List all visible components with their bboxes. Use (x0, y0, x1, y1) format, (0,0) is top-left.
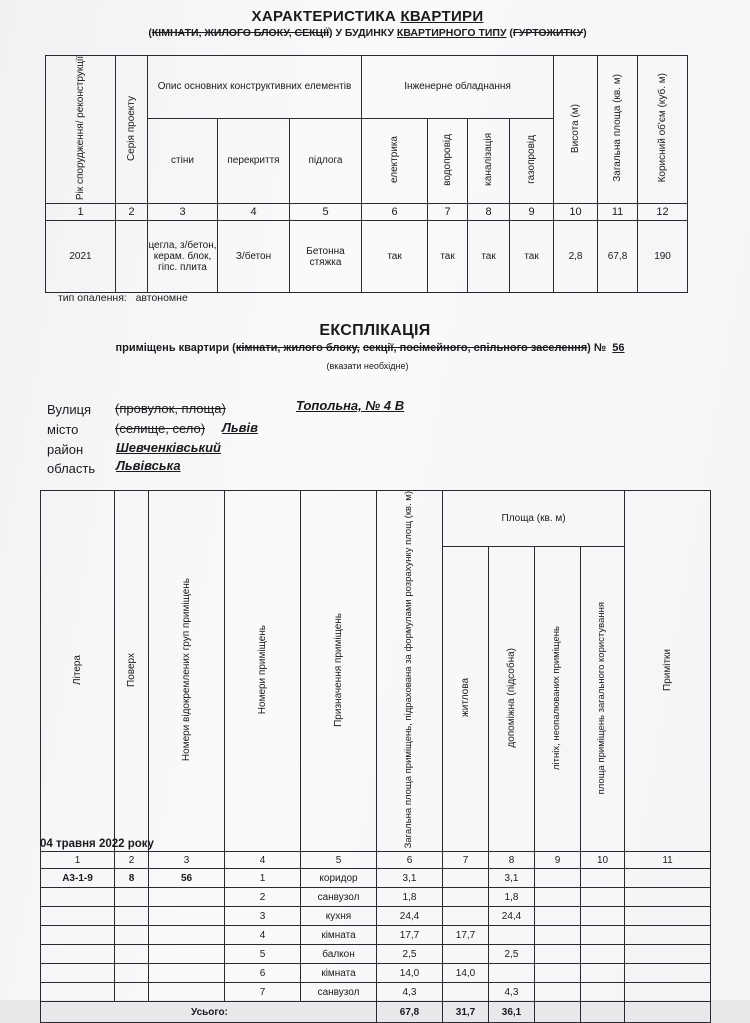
district-label: район (47, 442, 84, 457)
header-total-area: Загальна площа приміщень, підрахована за формулами розрахунку площ (кв. м) (377, 491, 443, 852)
explication-table (40, 490, 711, 1023)
total-row (41, 1002, 711, 1023)
room-notes (625, 945, 711, 964)
street-label: Вулиця (47, 402, 92, 417)
room-aux: 3,1 (489, 869, 535, 888)
walls-value: цегла, з/бетон, керам. блок, гіпс. плита (148, 221, 218, 293)
col-num: 7 (428, 204, 468, 221)
room-common (581, 964, 625, 983)
room-total: 14,0 (377, 964, 443, 983)
total-common (581, 1002, 625, 1023)
header-floors: перекриття (218, 118, 290, 203)
room-number: 4 (225, 926, 301, 945)
total-area: 67,8 (377, 1002, 443, 1023)
col-num: 1 (41, 852, 115, 869)
col-num: 3 (148, 204, 218, 221)
room-living (443, 983, 489, 1002)
room-summer (535, 926, 581, 945)
header-floor-cover: підлога (290, 118, 362, 203)
series-value (116, 221, 148, 293)
header-common: площа приміщень загального користування (581, 546, 625, 851)
room-number: 5 (225, 945, 301, 964)
col-num: 10 (581, 852, 625, 869)
header-aux: допоміжна (підсобна) (489, 546, 535, 851)
room-number: 6 (225, 964, 301, 983)
col-num: 5 (290, 204, 362, 221)
room-notes (625, 869, 711, 888)
room-total: 3,1 (377, 869, 443, 888)
group-value (149, 945, 225, 964)
electric-value: так (362, 221, 428, 293)
room-aux: 4,3 (489, 983, 535, 1002)
group-value: 56 (149, 869, 225, 888)
room-number: 1 (225, 869, 301, 888)
storey-value: 8 (115, 869, 149, 888)
group-value (149, 907, 225, 926)
explication-title: ЕКСПЛІКАЦІЯ (319, 322, 431, 339)
heating-value: автономне (135, 292, 188, 304)
col-num: 1 (46, 204, 116, 221)
header-room-numbers: Номери приміщень (225, 491, 301, 852)
gas-value: так (510, 221, 554, 293)
room-summer (535, 945, 581, 964)
header-groups: Номери відокремлених груп приміщень (149, 491, 225, 852)
col-num: 2 (115, 852, 149, 869)
table-row (41, 945, 711, 964)
col-num: 6 (362, 204, 428, 221)
header-purpose: Призначення приміщень (301, 491, 377, 852)
room-living (443, 869, 489, 888)
col-num: 10 (554, 204, 598, 221)
col-num: 4 (225, 852, 301, 869)
table-row (41, 983, 711, 1002)
street-alt: (провулок, площа) (115, 401, 226, 416)
room-purpose: санвузол (301, 888, 377, 907)
floors-value: З/бетон (218, 221, 290, 293)
litera-value (41, 888, 115, 907)
room-common (581, 888, 625, 907)
col-num: 3 (149, 852, 225, 869)
col-num: 5 (301, 852, 377, 869)
header-storey: Поверх (115, 491, 149, 852)
room-summer (535, 964, 581, 983)
document-date: 04 травня 2022 року (40, 838, 154, 850)
header-summer: літніх, неопалюваних приміщень (535, 546, 581, 851)
litera-value (41, 983, 115, 1002)
area-value: 67,8 (598, 221, 638, 293)
storey-value (115, 907, 149, 926)
room-purpose: кухня (301, 907, 377, 926)
street-value: Топольна, № 4 В (296, 398, 405, 413)
room-summer (535, 907, 581, 926)
col-num: 11 (598, 204, 638, 221)
year-value: 2021 (46, 221, 116, 293)
storey-value (115, 983, 149, 1002)
room-aux: 1,8 (489, 888, 535, 907)
table-row (41, 926, 711, 945)
explication-hint: (вказати необхідне) (326, 361, 409, 371)
heating-line (58, 292, 188, 304)
col-num: 2 (116, 204, 148, 221)
header-litera: Літера (41, 491, 115, 852)
header-area-group: Площа (кв. м) (443, 491, 625, 547)
room-purpose: кімната (301, 926, 377, 945)
group-value (149, 888, 225, 907)
heating-label: тип опалення: (58, 292, 127, 304)
apartment-number: 56 (612, 342, 625, 354)
city-label: місто (47, 422, 79, 437)
header-volume: Корисний об'єм (куб. м) (638, 56, 688, 204)
col-num: 8 (468, 204, 510, 221)
room-common (581, 907, 625, 926)
district-value: Шевченківський (116, 440, 221, 455)
room-aux: 2,5 (489, 945, 535, 964)
storey-value (115, 926, 149, 945)
floor-cover-value: Бетонна стяжка (290, 221, 362, 293)
col-num: 9 (510, 204, 554, 221)
room-notes (625, 888, 711, 907)
column-numbers-row (41, 852, 711, 869)
room-total: 1,8 (377, 888, 443, 907)
room-living (443, 888, 489, 907)
characteristic-title: ХАРАКТЕРИСТИКА КВАРТИРИ (251, 8, 484, 25)
header-living: житлова (443, 546, 489, 851)
room-purpose: санвузол (301, 983, 377, 1002)
header-notes: Примітки (625, 491, 711, 852)
storey-value (115, 945, 149, 964)
litera-value: А3-1-9 (41, 869, 115, 888)
room-notes (625, 983, 711, 1002)
litera-value (41, 945, 115, 964)
room-living (443, 945, 489, 964)
room-total: 2,5 (377, 945, 443, 964)
header-height: Висота (м) (554, 56, 598, 204)
region-value: Львівська (116, 458, 181, 473)
header-engineering: Інженерне обладнання (362, 56, 554, 119)
height-value: 2,8 (554, 221, 598, 293)
header-series: Серія проекту (116, 56, 148, 204)
water-value: так (428, 221, 468, 293)
room-aux: 24,4 (489, 907, 535, 926)
characteristic-table (45, 55, 688, 293)
characteristic-subtitle: (КІМНАТИ, ЖИЛОГО БЛОКУ, СЕКЦІЇ) У БУДИНКУ КВАРТИРНОГО ТИПУ (ГУРТОЖИТКУ) (148, 27, 587, 39)
room-number: 7 (225, 983, 301, 1002)
group-value (149, 926, 225, 945)
room-summer (535, 888, 581, 907)
col-num: 11 (625, 852, 711, 869)
col-num: 7 (443, 852, 489, 869)
region-label: область (47, 461, 96, 476)
room-purpose: коридор (301, 869, 377, 888)
header-walls: стіни (148, 118, 218, 203)
room-total: 24,4 (377, 907, 443, 926)
total-aux: 36,1 (489, 1002, 535, 1023)
col-num: 12 (638, 204, 688, 221)
litera-value (41, 926, 115, 945)
total-notes (625, 1002, 711, 1023)
room-total: 4,3 (377, 983, 443, 1002)
table-row (41, 869, 711, 888)
room-number: 2 (225, 888, 301, 907)
group-value (149, 983, 225, 1002)
room-number: 3 (225, 907, 301, 926)
storey-value (115, 964, 149, 983)
room-aux (489, 964, 535, 983)
storey-value (115, 888, 149, 907)
room-total: 17,7 (377, 926, 443, 945)
room-common (581, 869, 625, 888)
room-common (581, 926, 625, 945)
room-living: 17,7 (443, 926, 489, 945)
group-value (149, 964, 225, 983)
header-construction: Опис основних конструктивних елементів (148, 56, 362, 119)
room-aux (489, 926, 535, 945)
room-common (581, 945, 625, 964)
col-num: 8 (489, 852, 535, 869)
room-summer (535, 869, 581, 888)
room-notes (625, 926, 711, 945)
room-notes (625, 907, 711, 926)
table-row (41, 964, 711, 983)
litera-value (41, 964, 115, 983)
table-row (41, 907, 711, 926)
table-row (41, 888, 711, 907)
header-year: Рік спорудження/ реконструкції (46, 56, 116, 204)
room-purpose: балкон (301, 945, 377, 964)
city-alt: (селище, село) (115, 421, 206, 436)
col-num: 4 (218, 204, 290, 221)
room-living (443, 907, 489, 926)
room-notes (625, 964, 711, 983)
total-living: 31,7 (443, 1002, 489, 1023)
header-water: водопровід (428, 118, 468, 203)
city-value: Львів (222, 420, 258, 435)
column-numbers-row (46, 204, 688, 221)
col-num: 9 (535, 852, 581, 869)
header-sewer: каналізація (468, 118, 510, 203)
room-living: 14,0 (443, 964, 489, 983)
room-common (581, 983, 625, 1002)
header-area: Загальна площа (кв. м) (598, 56, 638, 204)
room-summer (535, 983, 581, 1002)
header-gas: газопровід (510, 118, 554, 203)
litera-value (41, 907, 115, 926)
volume-value: 190 (638, 221, 688, 293)
sewer-value: так (468, 221, 510, 293)
total-label: Усього: (41, 1002, 377, 1023)
col-num: 6 (377, 852, 443, 869)
total-summer (535, 1002, 581, 1023)
characteristic-data-row (46, 221, 688, 293)
explication-subtitle: приміщень квартири (кімнати, жилого блоку, секції, посімейного, спільного заселення) № 56 (115, 342, 625, 354)
room-purpose: кімната (301, 964, 377, 983)
header-electric: електрика (362, 118, 428, 203)
